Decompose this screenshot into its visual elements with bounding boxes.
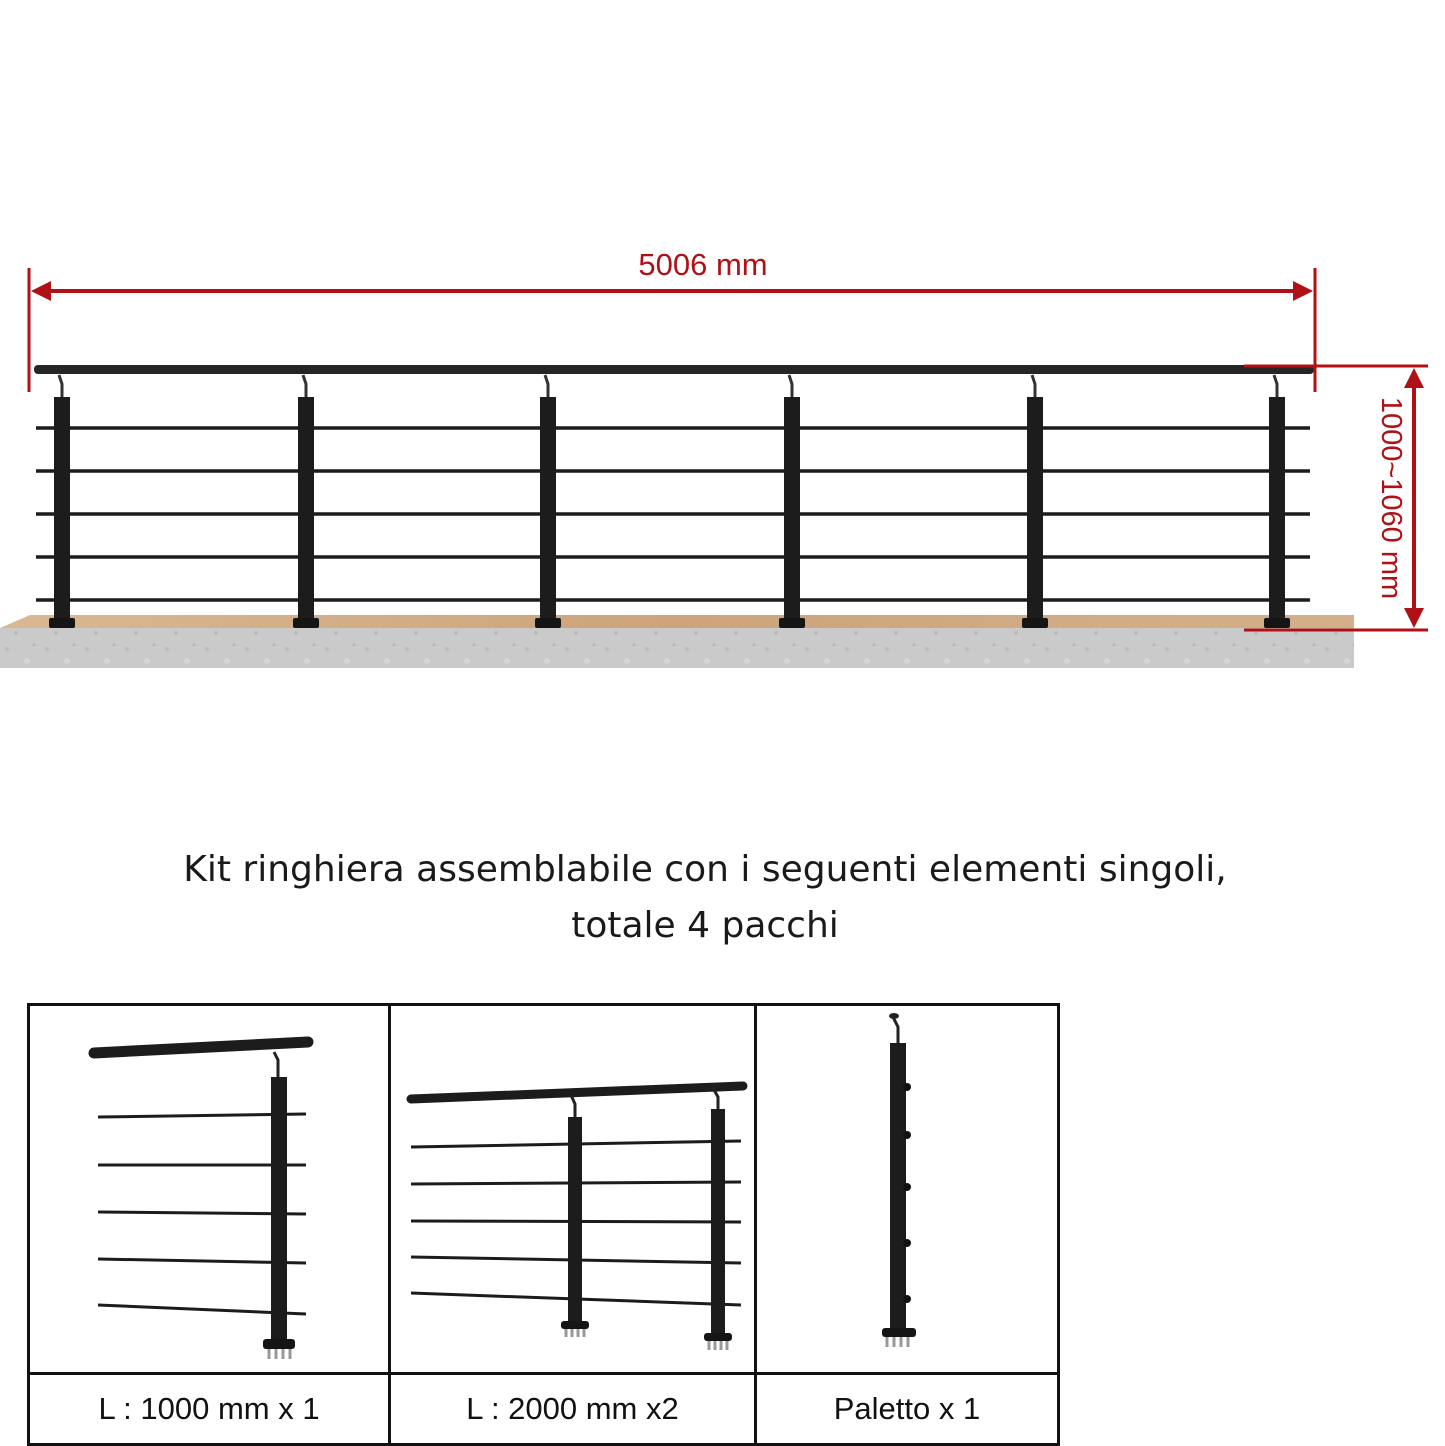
floor-slab [0, 615, 1354, 668]
width-label: 5006 mm [638, 247, 768, 282]
kit-item-1000-label: L : 1000 mm x 1 [29, 1374, 390, 1445]
height-label: 1000~1060 mm [1375, 396, 1407, 600]
kit-description-line1: Kit ringhiera assemblabile con i seguenti elementi singoli, [183, 849, 1227, 890]
post [1022, 375, 1048, 628]
railing-section-2000-illustration [391, 1007, 751, 1367]
horizontal-rods [36, 428, 1310, 600]
railing-section-1000-illustration [30, 1007, 385, 1367]
post [1264, 375, 1290, 628]
kit-item-paletto-image [756, 1005, 1059, 1374]
post [779, 375, 805, 628]
kit-description-line2: totale 4 pacchi [571, 905, 839, 946]
kit-item-paletto-label: Paletto x 1 [756, 1374, 1059, 1445]
kit-item-1000-image [29, 1005, 390, 1374]
kit-items-table [27, 1003, 1060, 1446]
kit-item-2000-label: L : 2000 mm x2 [390, 1374, 756, 1445]
kit-item-2000-image [390, 1005, 756, 1374]
post [535, 375, 561, 628]
posts [49, 375, 1290, 628]
post [49, 375, 75, 628]
post-illustration [757, 1007, 1054, 1367]
post [293, 375, 319, 628]
handrail [34, 365, 1314, 374]
